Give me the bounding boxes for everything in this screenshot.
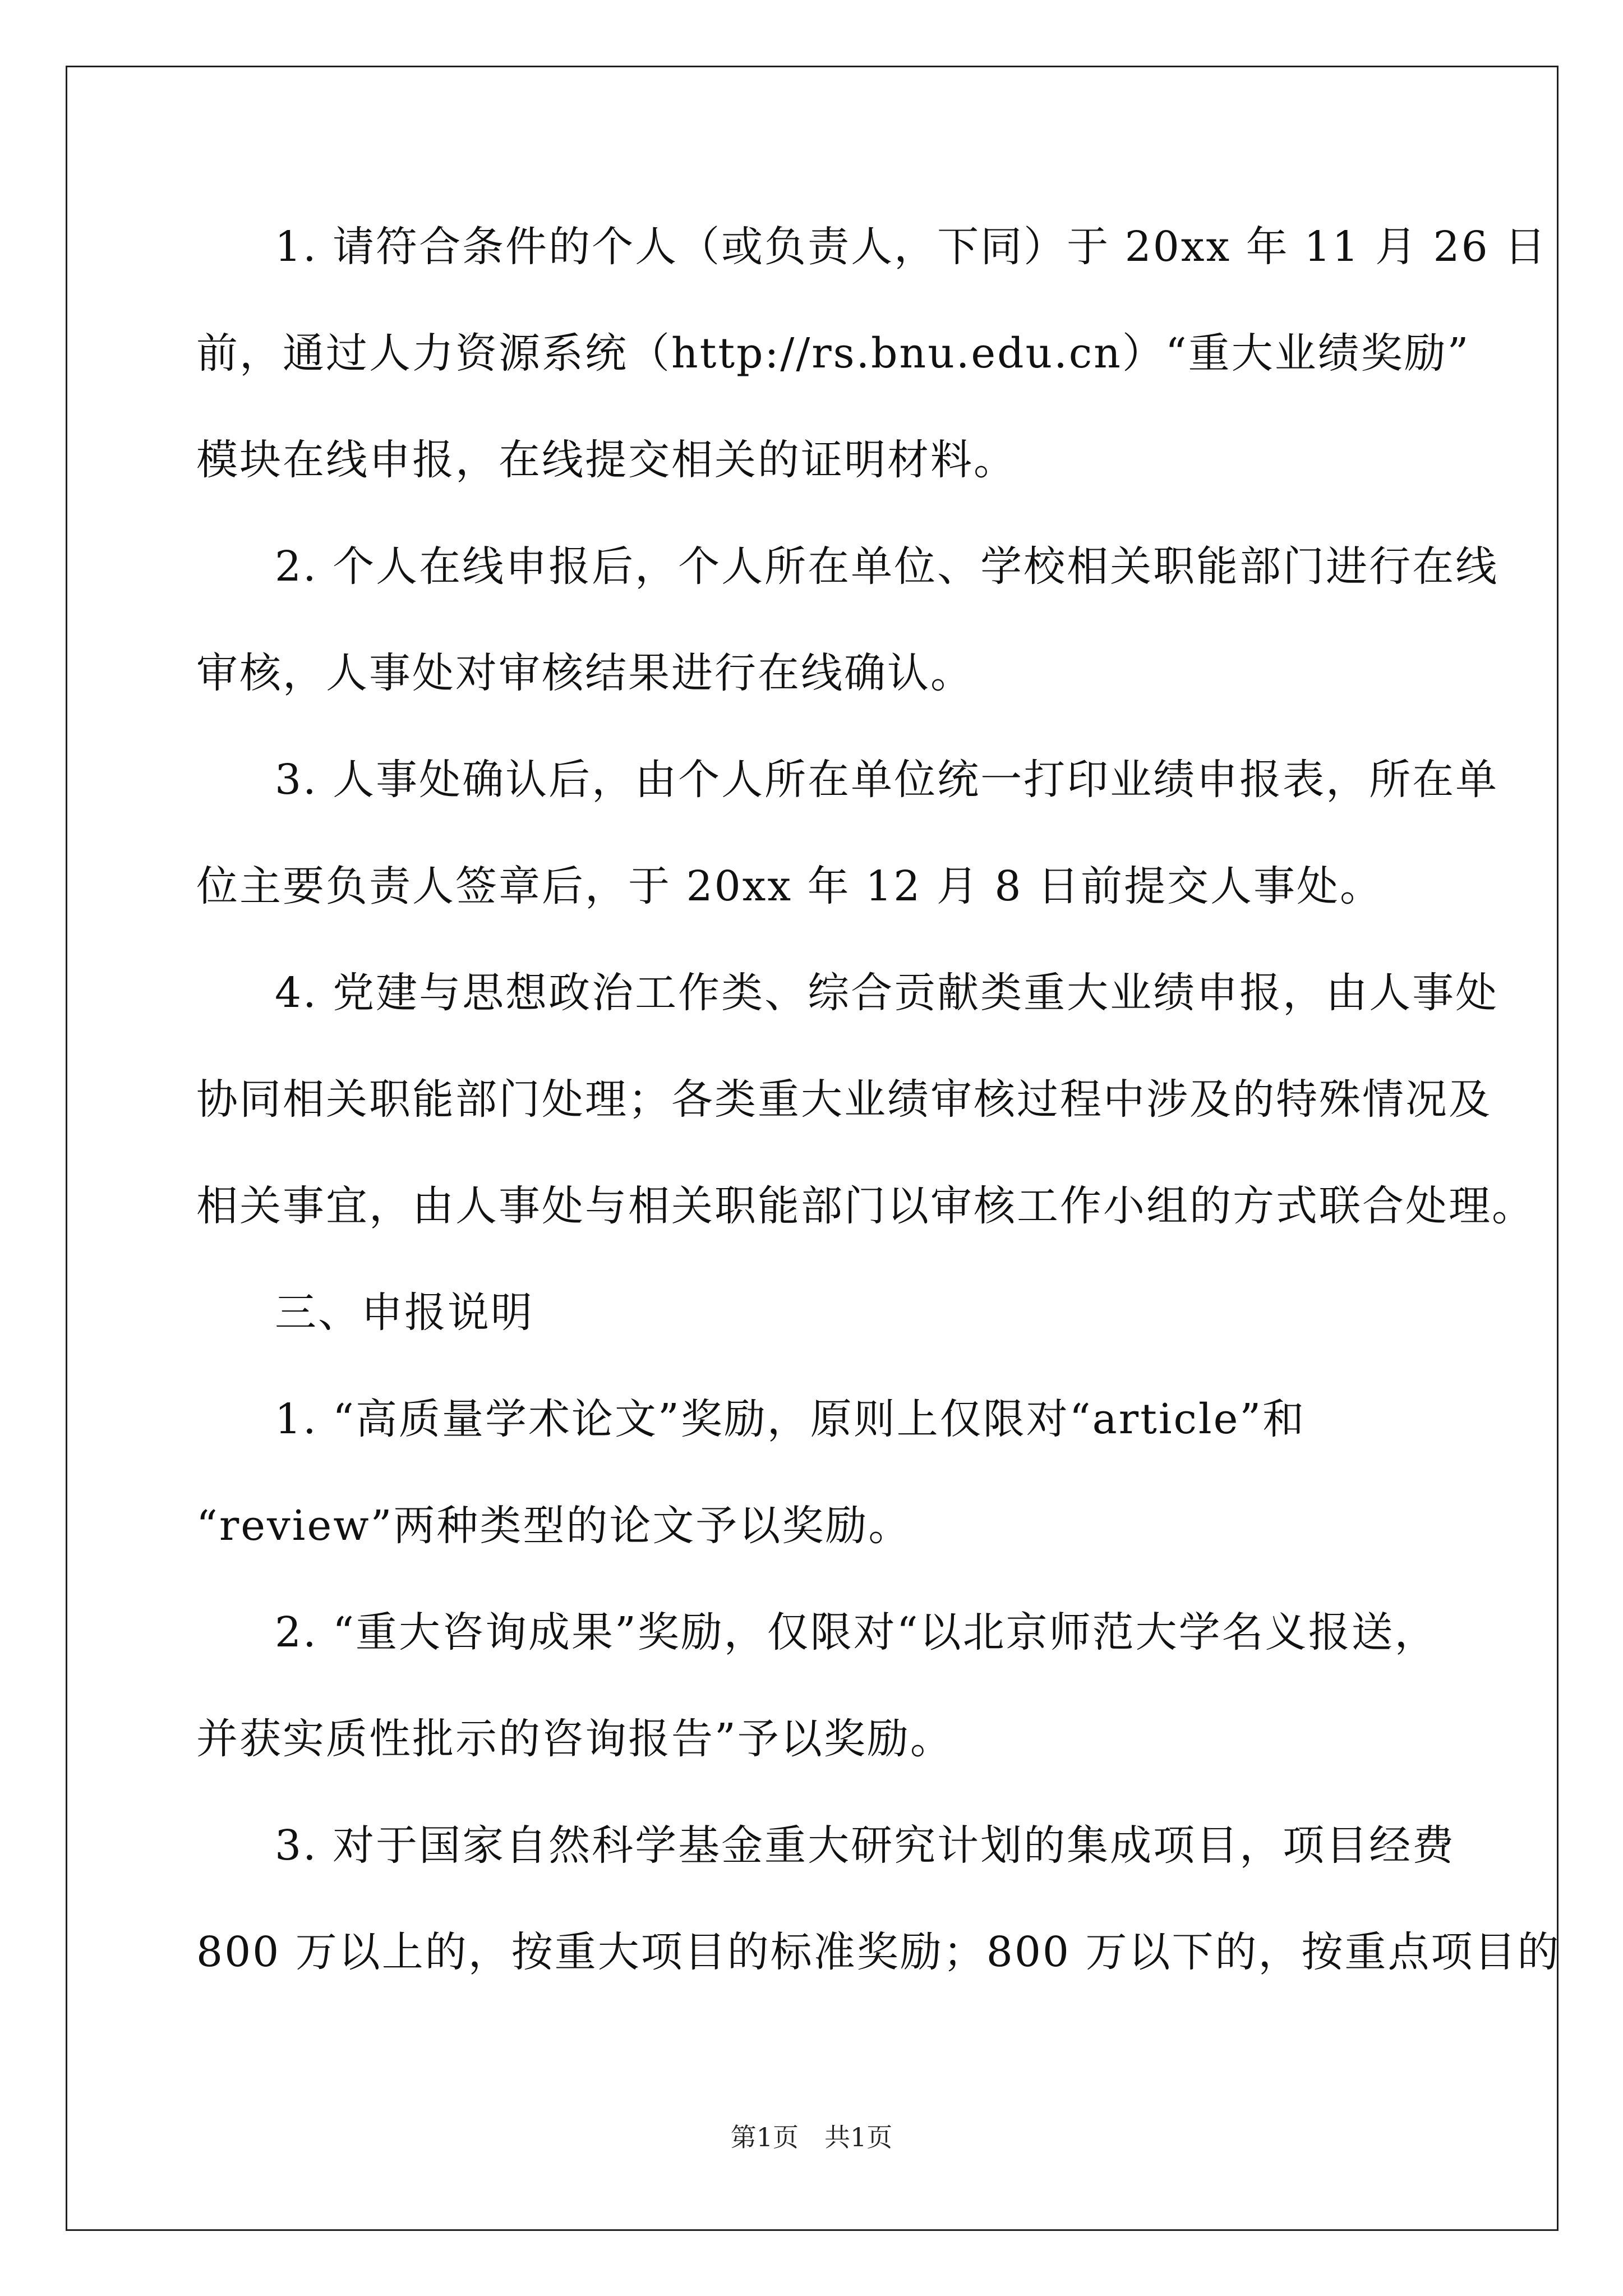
page-border — [66, 66, 1559, 2231]
text-line: 3. 对于国家自然科学基金重大研究计划的集成项目，项目经费 — [275, 1821, 1456, 1870]
text-line: 并获实质性批示的咨询报告”予以奖励。 — [196, 1715, 953, 1763]
text-line: 审核，人事处对审核结果进行在线确认。 — [196, 649, 974, 697]
text-line: 1. 请符合条件的个人（或负责人，下同）于 20xx 年 11 月 26 日 — [275, 223, 1548, 271]
text-line: 2. “重大咨询成果”奖励，仅限对“以北京师范大学名义报送， — [275, 1608, 1438, 1657]
text-line: 前，通过人力资源系统（http://rs.bnu.edu.cn）“重大业绩奖励” — [196, 329, 1470, 378]
text-line: 1. “高质量学术论文”奖励，原则上仅限对“article”和 — [275, 1395, 1306, 1443]
text-line: 4. 党建与思想政治工作类、综合贡献类重大业绩申报，由人事处 — [275, 969, 1499, 1017]
text-line: 协同相关职能部门处理；各类重大业绩审核过程中涉及的特殊情况及 — [196, 1075, 1492, 1124]
text-line: 3. 人事处确认后，由个人所在单位统一打印业绩申报表，所在单 — [275, 756, 1499, 804]
text-line: 位主要负责人签章后，于 20xx 年 12 月 8 日前提交人事处。 — [196, 862, 1384, 910]
section-heading: 三、申报说明 — [275, 1289, 534, 1337]
text-line: 模块在线申报，在线提交相关的证明材料。 — [196, 436, 1017, 484]
page-footer: 第1页 共1页 — [730, 2122, 893, 2152]
text-line: 2. 个人在线申报后，个人所在单位、学校相关职能部门进行在线 — [275, 542, 1499, 591]
text-line: 相关事宜，由人事处与相关职能部门以审核工作小组的方式联合处理。 — [196, 1182, 1535, 1230]
text-line: “review”两种类型的论文予以奖励。 — [196, 1502, 912, 1550]
text-line: 800 万以上的，按重大项目的标准奖励；800 万以下的，按重点项目的 — [196, 1928, 1561, 1976]
